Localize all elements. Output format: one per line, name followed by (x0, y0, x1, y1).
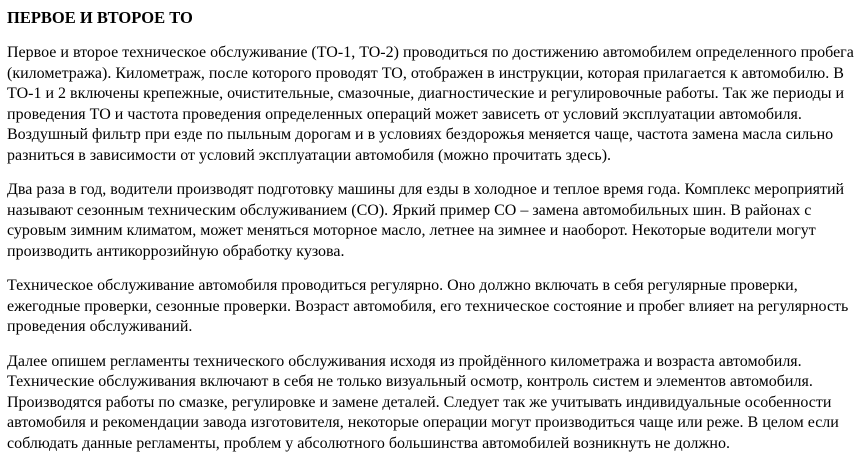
paragraph-regular-maintenance: Техническое обслуживание автомобиля проводиться регулярно. Оно должно включать в себя регулярные проверки, ежегодные проверки, сезонные проверки. Возраст автомобиля, его техническое состояние и пробег влияет на регулярность проведения обслуживаний. (7, 276, 860, 338)
paragraph-maintenance-regulations: Далее опишем регламенты технического обслуживания исходя из пройдённого километража и возраста автомобиля. Технические обслуживания включают в себя не только визуальный осмотр, контроль систем и элементов автомобиля. Производятся работы по смазке, регулировке и замене деталей. Следует так же учитывать индивидуальные особенности автомобиля и рекомендации завода изготовителя, некоторые операции могут производиться чаще или реже. В целом если соблюдать данные регламенты, проблем у абсолютного большинства автомобилей возникнуть не должно. (7, 352, 860, 454)
paragraph-maintenance-to1-to2: Первое и второе техническое обслуживание (ТО-1, ТО-2) проводиться по достижению автомобилем определенного пробега (километража). Километраж, после которого проводят ТО, отображен в инструкции, которая прилагается к автомобилю. В ТО-1 и 2 включены крепежные, очистительные, смазочные, диагностические и регулировочные работы. Так же периоды и проведения ТО и частота проведения определенных операций может зависеть от условий эксплуатации автомобиля. Воздушный фильтр при езде по пыльным дорогам и в условиях бездорожья меняется чаще, частота замена масла сильно разниться в зависимости от условий эксплуатации автомобиля (можно прочитать здесь). (7, 43, 860, 166)
page-title: ПЕРВОЕ И ВТОРОЕ ТО (7, 8, 860, 28)
paragraph-seasonal-maintenance: Два раза в год, водители производят подготовку машины для езды в холодное и теплое время года. Комплекс мероприятий называют сезонным техническим обслуживанием (СО). Яркий пример СО – замена автомобильных шин. В районах с суровым зимним климатом, может меняться моторное масло, летнее на зимнее и наоборот. Некоторые водители могут производить антикоррозийную обработку кузова. (7, 180, 860, 262)
